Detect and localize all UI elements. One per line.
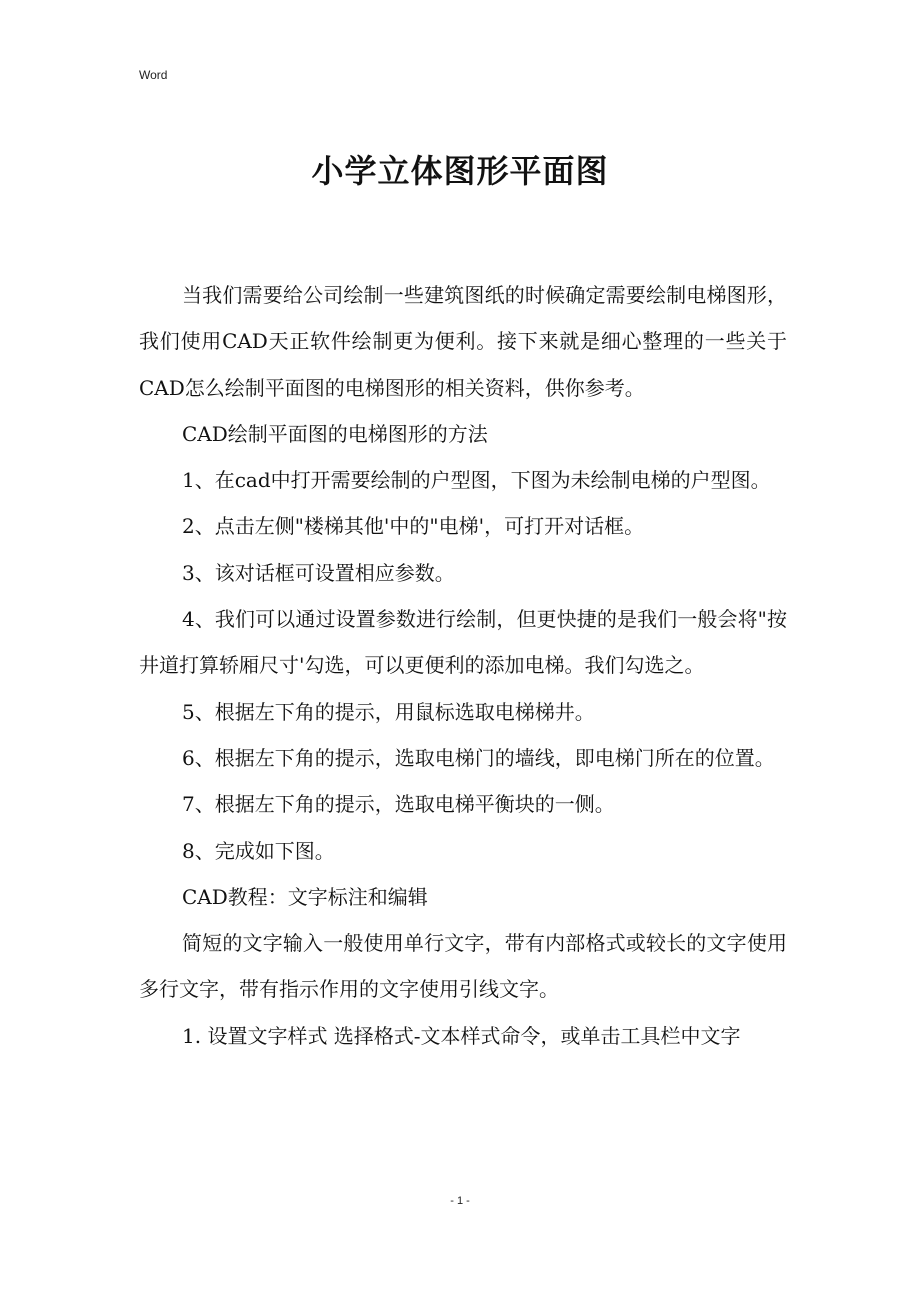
paragraph-step-4: 4、我们可以通过设置参数进行绘制，但更快捷的是我们一般会将"按井道打算轿厢尺寸'勾选，可以更便利的添加电梯。我们勾选之。 [139, 607, 787, 678]
paragraph-heading-tutorial: CAD教程：文字标注和编辑 [182, 884, 428, 909]
document-title: 小学立体图形平面图 [311, 152, 609, 190]
header-label: Word [139, 68, 168, 82]
paragraph-step-8: 8、完成如下图。 [182, 838, 335, 863]
paragraph-tutorial-step-1: 1. 设置文字样式 选择格式-文本样式命令，或单击工具栏中文字 [182, 1023, 741, 1048]
paragraph-tutorial-intro: 简短的文字输入一般使用单行文字，带有内部格式或较长的文字使用多行文字，带有指示作用的文字使用引线文字。 [139, 931, 787, 1002]
paragraph-heading-method: CAD绘制平面图的电梯图形的方法 [182, 421, 488, 446]
paragraph-step-7: 7、根据左下角的提示，选取电梯平衡块的一侧。 [182, 792, 615, 817]
document-body [139, 272, 787, 1059]
paragraph-intro: 当我们需要给公司绘制一些建筑图纸的时候确定需要绘制电梯图形，我们使用CAD天正软件绘制更为便利。接下来就是细心整理的一些关于CAD怎么绘制平面图的电梯图形的相关资料，供你参考。 [139, 283, 787, 400]
paragraph-step-1: 1、在cad中打开需要绘制的户型图，下图为未绘制电梯的户型图。 [182, 468, 771, 493]
paragraph-step-3: 3、该对话框可设置相应参数。 [182, 560, 455, 585]
page-number: - 1 - [450, 1195, 470, 1207]
paragraph-step-6: 6、根据左下角的提示，选取电梯门的墙线，即电梯门所在的位置。 [182, 745, 775, 770]
paragraph-step-2: 2、点击左侧"楼梯其他'中的"电梯'，可打开对话框。 [182, 514, 645, 539]
paragraph-step-5: 5、根据左下角的提示，用鼠标选取电梯梯井。 [182, 699, 595, 724]
